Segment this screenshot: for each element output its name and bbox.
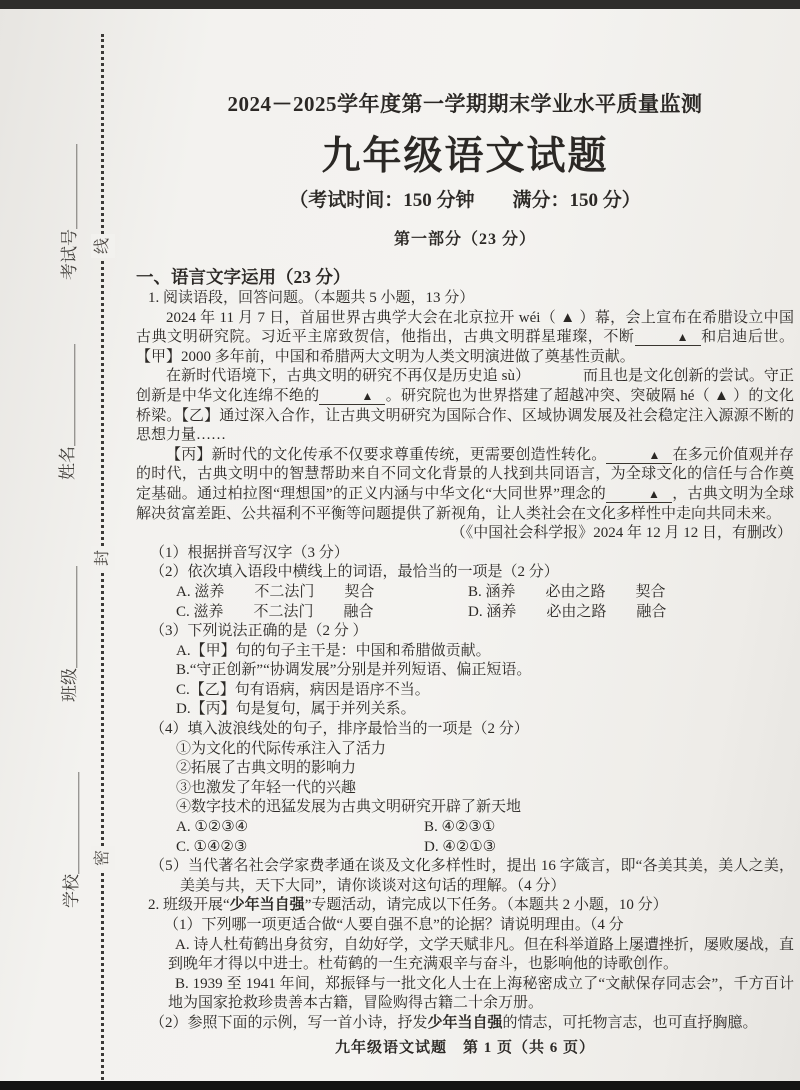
question2-option-a: A. 诗人杜荀鹤出身贫穷，自幼好学，文学天赋非凡。但在科举道路上屡遭挫折，屡败屡战，直到晚年才得以中进士。杜荀鹤的一生充满艰辛与奋斗，也影响他的诗歌创作。 bbox=[168, 936, 794, 973]
sub2-options-row2 bbox=[136, 603, 794, 623]
exam-paper-content bbox=[136, 88, 794, 1034]
question2-sub1: （1）下列哪一项更适合做“人要自强不息”的论据？请说明理由。（4 分 bbox=[164, 917, 624, 933]
option-c: C. ①④②③ bbox=[176, 838, 248, 855]
page-title: 九年级语文试题 bbox=[321, 135, 609, 178]
seal-char-xian: 线 bbox=[91, 234, 115, 258]
question2-option-b: B. 1939 至 1941 年间，郑振铎与一批文化人士在上海秘密成立了“文献保存同志会”，千方百计地为国家抢救珍贵善本古籍，冒险购得古籍二十余万册。 bbox=[168, 975, 794, 1012]
sub3-option-c: C.【乙】句有语病，病因是语序不当。 bbox=[176, 681, 430, 698]
sub3-option-b: B.“守正创新”“协调发展”分别是并列短语、偏正短语。 bbox=[176, 662, 532, 679]
sub4-options-row2 bbox=[136, 838, 794, 858]
sub3-option-a: A.【甲】句的句子主干是：中国和希腊做贡献。 bbox=[176, 642, 491, 659]
sub4-sentence-3: ③也激发了年轻一代的兴趣 bbox=[176, 779, 357, 796]
class-field: 班级＿＿＿＿＿＿ bbox=[60, 566, 79, 702]
option-a: A. 滋养 不二法门 契合 bbox=[176, 583, 375, 600]
name-field: 姓名＿＿＿＿＿＿ bbox=[58, 344, 77, 480]
option-c: C. 滋养 不二法门 融合 bbox=[176, 603, 374, 620]
passage-paragraph-3: 【丙】新时代的文化传承不仅要求尊重传统，更需要创造性转化。 ▲ 在多元价值观并存的时代，古典文明中的智慧帮助来自不同文化背景的人找到共同语言，为全球文化的信任与合作奠定基础。通过柏拉图“理想国”的正义内涵与中华文化“大同世界”理念的 ▲ ，古典文明为全球解决贫富差距、公共福利不平衡等问题提供了新视角，让人类社会在文化多样性中走向共同未来。 bbox=[136, 446, 794, 522]
exam-meta: （考试时间：150 分钟 满分：150 分） bbox=[289, 190, 641, 211]
scan-bottom-edge bbox=[0, 1081, 800, 1090]
seal-char-mi: 密 bbox=[91, 846, 115, 870]
sub4-options-row1 bbox=[136, 818, 794, 838]
passage-source: （《中国社会科学报》2024 年 12 月 12 日，有删改） bbox=[450, 525, 792, 542]
question1-intro: 1. 阅读语段，回答问题。（本题共 5 小题，13 分） bbox=[148, 290, 475, 306]
answer-blank-marker: ▲ bbox=[606, 487, 672, 503]
seal-char-feng: 封 bbox=[91, 546, 115, 570]
answer-blank-marker: ▲ bbox=[635, 330, 701, 346]
option-a: A. ①②③④ bbox=[176, 819, 249, 836]
question2-sub2: （2）参照下面的示例，写一首小诗，抒发少年当自强的情志，可托物言志，也可直抒胸臆。 bbox=[150, 1014, 758, 1031]
page-footer: 九年级语文试题 第 1 页（共 6 页） bbox=[334, 1040, 595, 1056]
option-b: B. 涵养 必由之路 契合 bbox=[468, 583, 666, 600]
question2-intro: 2. 班级开展“少年当自强”专题活动，请完成以下任务。（本题共 2 小题，10 分） bbox=[148, 897, 668, 914]
answer-blank-marker: ▲ bbox=[319, 389, 385, 405]
sub4-sentence-4: ④数字技术的迅猛发展为古典文明研究开辟了新天地 bbox=[176, 799, 522, 816]
school-field: 学校＿＿＿＿＿＿ bbox=[62, 772, 81, 908]
sub4-sentence-1: ①为文化的代际传承注入了活力 bbox=[176, 740, 387, 757]
emphasized-text: 少年当自强 bbox=[229, 897, 305, 914]
exam-number-field: 考试号＿＿＿＿＿ bbox=[60, 144, 79, 280]
sub3-option-d: D.【丙】句是复句，属于并列关系。 bbox=[176, 701, 416, 718]
question1-sub5: （5）当代著名社会学家费孝通在谈及文化多样性时，提出 16 字箴言，即“各美其美，美人之美，美美与共，天下大同”，请你谈谈对这句话的理解。（4 分） bbox=[150, 858, 794, 894]
scan-top-edge bbox=[0, 0, 800, 9]
passage-paragraph-1: 2024 年 11 月 7 日，首届世界古典学大会在北京拉开 wéi（ ▲ ）幕，会上宣布在希腊设立中国古典文明研究院。习近平主席致贺信，他指出，古典文明群星璀璨，不断 ▲ 和启迪后世。【甲】2000 多年前，中国和希腊两大文明为人类文明演进做了奠基性贡献。 bbox=[136, 309, 794, 365]
exam-session-title: 2024－2025学年度第一学期期末学业水平质量监测 bbox=[227, 92, 703, 116]
passage-paragraph-2: 在新时代语境下，古典文明的研究不再仅是历史追 sù） 而且也是文化创新的尝试。守正创新是中华文化连绵不绝的 ▲ 。研究院也为世界搭建了超越冲突、突破隔 hé（ ▲ ）的文化桥梁。【乙】通过深入合作，让古典文明研究为国际合作、区域协调发展及社会稳定注入源源不断的思想力量…… bbox=[136, 368, 794, 444]
sub2-options-row1 bbox=[136, 583, 794, 603]
part-heading: 第一部分（23 分） bbox=[393, 231, 536, 248]
option-d: D. 涵养 必由之路 融合 bbox=[468, 603, 667, 620]
sub4-sentence-2: ②拓展了古典文明的影响力 bbox=[176, 760, 357, 777]
question1-sub3: （3）下列说法正确的是（2 分 ） bbox=[150, 623, 368, 640]
question1-sub1: （1）根据拼音写汉字（3 分） bbox=[150, 544, 349, 561]
question1-sub2: （2）依次填入语段中横线上的词语，最恰当的一项是（2 分） bbox=[150, 564, 559, 581]
emphasized-text: 少年当自强 bbox=[427, 1014, 503, 1031]
section-one-heading: 一、语言文字运用（23 分） bbox=[136, 267, 351, 287]
option-b: B. ④②③① bbox=[424, 819, 496, 836]
question1-sub4: （4）填入波浪线处的句子，排序最恰当的一项是（2 分） bbox=[150, 721, 529, 738]
option-d: D. ④②①③ bbox=[424, 838, 497, 855]
answer-blank-marker: ▲ bbox=[606, 448, 672, 464]
